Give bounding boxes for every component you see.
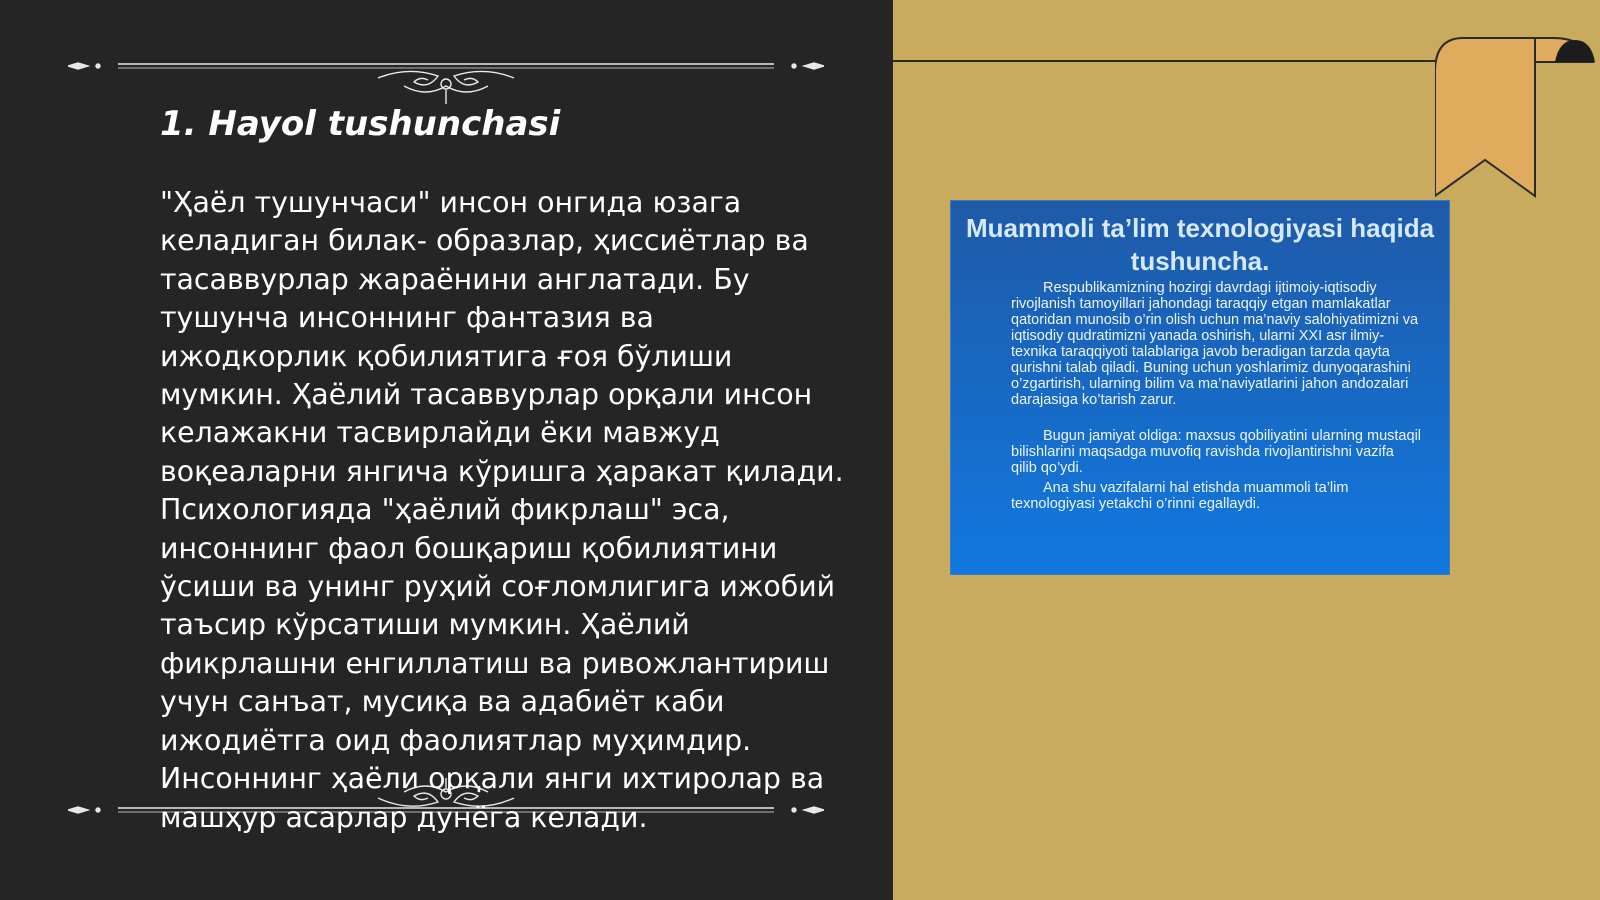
- slide-body-text: "Ҳаёл тушунчаси" инсон онгида юзага келадиган билак- образлар, ҳиссиётлар ва тасаввурлар жараёнини англатади. Бу тушунча инсоннинг фантазия ва ижодкорлик қобилиятига ғоя бўлиши мумкин. Ҳаёлий тасаввурлар орқали инсон келажакни тасвирлайди ёки мавжуд воқеаларни янгича кўришга ҳаракат қилади. Психологияда "ҳаёлий фикрлаш" эса, инсоннинг фаол бошқариш қобилиятини ўсиши ва унинг руҳий соғломлигига ижобий таъсир кўрсатиши мумкин. Ҳаёлий фикрлашни енгиллатиш ва ривожлантириш учун санъат, мусиқа ва адабиёт каби ижодиётга оид фаолиятлар муҳимдир. Инсоннинг ҳаёли орқали янги ихтиролар ва машҳур асарлар дунёга келади.: [160, 186, 844, 834]
- embedded-slide-title: Muammoli ta’lim texnologiyasi haqida tushuncha.: [965, 213, 1435, 276]
- embedded-slide-image: [950, 200, 1450, 575]
- top-ornament: [68, 56, 824, 106]
- slide-title: 1. Hayol tushunchasi: [160, 104, 561, 144]
- bookmark-ribbon: [1435, 36, 1600, 198]
- embedded-slide-paragraph: Respublikamizning hozirgi davrdagi ijtimoiy-iqtisodiy rivojlanish tamoyillari jahondagi taraqqiy etgan mamlakatlar qatoridan munosib o’rin olish uchun ma’naviy salohiyatimizni va iqtisodiy qudratimizni yanada oshirish, ularni XXI asr ilmiy-texnika taraqqiyoti talablariga javob beradigan tarzda qayta qurishni talab qiladi. Buning uchun yoshlarimiz dunyoqarashini o’zgartirish, ularning bilim va ma’naviyatlarini jahon andozalari darajasiga ko’tarish zarur.: [1011, 280, 1419, 408]
- embedded-slide-paragraph: Ana shu vazifalarni hal etishda muammoli ta’lim texnologiyasi yetakchi o’rinni egallaydi.: [1011, 480, 1349, 512]
- embedded-slide-paragraph: Bugun jamiyat oldiga: maxsus qobiliyatini ularning mustaqil bilishlarini maqsadga muvofiq ravishda rivojlantirishni vazifa qilib qo’ydi.: [1011, 428, 1422, 476]
- horizontal-divider: [893, 60, 1437, 62]
